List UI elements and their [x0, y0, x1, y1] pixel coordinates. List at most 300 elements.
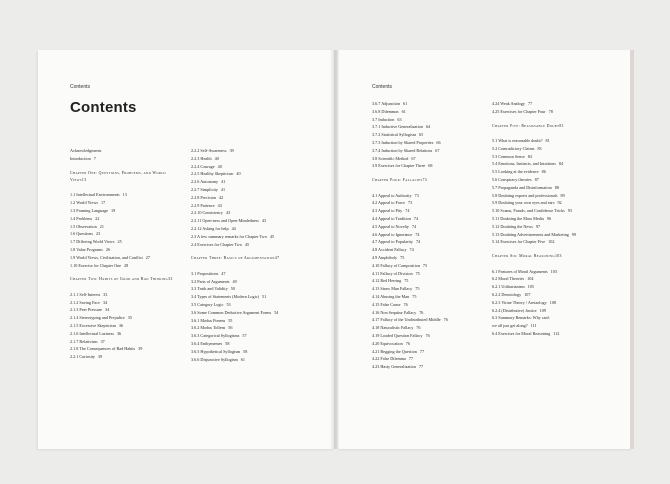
toc-entry-title: 4.12 Red Herring [372, 278, 402, 284]
toc-chapter-heading [492, 123, 622, 130]
toc-entry [372, 316, 490, 324]
toc-entry [492, 108, 622, 116]
toc-entry-title: 1.5 Observation [70, 223, 97, 229]
page-edge [630, 50, 634, 449]
toc-entry-title: 6.2.1 Utilitarianism [492, 284, 525, 290]
toc-entry [191, 324, 326, 332]
toc-entry-title: 3.5 Category Logic [191, 301, 224, 307]
toc-page-number: 74 [413, 215, 419, 221]
toc-page-number: 76 [403, 301, 408, 307]
toc-entry-title: 6.2.3 Virtue Theory / Aretaology [492, 299, 547, 305]
toc-entry [70, 299, 188, 307]
toc-entry-title: 3.6.4 Enthymemes [191, 340, 223, 346]
toc-page-number: 13 [122, 192, 127, 198]
toc-entry-title: 4.4 Appeal to Tradition [372, 215, 411, 221]
toc-page-number: 74 [411, 223, 417, 229]
toc-entry [372, 223, 490, 231]
toc-entry-title: 2.1.4 Stereotyping and Prejudice [70, 315, 125, 321]
toc-entry [492, 283, 622, 291]
toc-entry-title: Chapter Four: Fallacies [372, 178, 423, 183]
toc-entry [191, 163, 326, 171]
toc-entry [191, 225, 326, 233]
toc-page-number: 34 [103, 299, 108, 305]
toc-page-number: 75 [400, 254, 405, 260]
toc-entry [70, 353, 188, 361]
toc-entry-title: 3.6 Some Common Deductive Argument Forms [191, 309, 272, 315]
toc-entry-title: Introduction [70, 155, 91, 161]
toc-page-number: 34 [105, 307, 110, 313]
toc-page-number: 83 [537, 145, 542, 151]
toc-page-number: 50 [230, 286, 235, 292]
toc-entry-title: 3.6.8 Dilemmas [372, 108, 399, 114]
toc-entry [70, 147, 188, 155]
toc-entry [492, 268, 622, 276]
toc-entry-title: 5.10 Scams, Frauds, and Confidence Tricks [492, 208, 565, 214]
toc-entry-title: 2.1.1 Self-Interest [70, 291, 101, 297]
toc-page-number: 43 [226, 210, 231, 216]
toc-entry-title: 3.6.2 Modus Tollens [191, 325, 226, 331]
toc-entry [492, 231, 622, 239]
toc-page-number: 39 [138, 346, 143, 352]
toc-entry [191, 309, 326, 317]
toc-entry [372, 293, 490, 301]
toc-entry [492, 153, 622, 161]
toc-entry-title: 4.8 Accident Fallacy [372, 247, 407, 253]
toc-page-number: 47 [274, 256, 280, 261]
toc-spacer [492, 116, 622, 123]
toc-page-number: 23 [96, 231, 101, 237]
toc-entry-title: 3.9 Exercises for Chapter Three [372, 163, 426, 169]
toc-page-number: 40 [214, 155, 219, 161]
toc-entry [492, 199, 622, 207]
toc-entry-title: 1.9 World Views, Civilization, and Conflict [70, 254, 143, 260]
toc-entry [492, 137, 622, 145]
toc-entry [191, 348, 326, 356]
toc-entry [191, 278, 326, 286]
toc-entry [191, 270, 326, 278]
toc-entry [492, 238, 622, 246]
toc-entry-title: Chapter One: Questions, Problems, and World Views [70, 170, 166, 182]
toc-entry-title: 3.1 Propositions [191, 270, 219, 276]
toc-entry [492, 223, 622, 231]
toc-entry [70, 262, 188, 270]
toc-entry [492, 275, 622, 283]
toc-page-number: 76 [419, 309, 424, 315]
toc-page-number: 86 [541, 169, 546, 175]
toc-entry [492, 184, 622, 192]
toc-entry-title: 2.1.5 Excessive Skepticism [70, 322, 116, 328]
toc-page-number: 87 [534, 176, 539, 182]
toc-page-number: 65 [418, 132, 424, 138]
toc-page-number: 37 [100, 338, 105, 344]
toc-page-number: 77 [419, 348, 425, 354]
toc-entry-title: 5.3 Common Sense [492, 153, 525, 159]
toc-entry [70, 246, 188, 254]
toc-page-number: 35 [127, 315, 132, 321]
toc-page-number: 40 [217, 163, 222, 169]
toc-page-number: 61 [403, 101, 408, 106]
toc-entry-title: 4.23 Hasty Generalization [372, 364, 416, 370]
toc-entry [492, 299, 622, 307]
toc-page-number: 33 [103, 291, 108, 297]
toc-page-number: 33 [168, 277, 173, 282]
toc-entry [492, 207, 622, 215]
toc-entry [372, 108, 490, 116]
toc-entry-title: 2.2.9 Patience [191, 202, 215, 208]
toc-entry [70, 223, 188, 231]
toc-page-number: 77 [527, 101, 533, 106]
toc-entry-title: 4.18 Naturalistic Fallacy [372, 325, 414, 331]
toc-page-number: 88 [554, 184, 559, 190]
toc-page-number: 36 [118, 322, 124, 328]
toc-spacer [70, 284, 188, 291]
toc-entry [70, 191, 188, 199]
toc-entry-title: 1.6 Questions [70, 231, 94, 237]
toc-page-number: 75 [412, 293, 417, 299]
toc-entry-title: 5.5 Looking at the evidence [492, 169, 539, 175]
toc-page-number: 17 [101, 200, 106, 206]
toc-entry [70, 291, 188, 299]
toc-entry-title: 3.7.3 Induction by Shared Properties [372, 139, 434, 145]
toc-page-number: 93 [567, 208, 572, 214]
toc-entry [372, 332, 490, 340]
toc-page-number: 64 [425, 124, 431, 130]
toc-entry-title: 4.24 Weak Analogy [492, 101, 525, 106]
toc-entry-title: 4.19 Loaded Question Fallacy [372, 332, 423, 338]
toc-entry [372, 238, 490, 246]
toc-page-number: 76 [425, 332, 430, 338]
toc-page-number: 61 [240, 356, 245, 362]
toc-page-number: 74 [409, 247, 414, 253]
toc-page-number: 102 [548, 239, 555, 245]
toc-entry [492, 291, 622, 299]
toc-chapter-heading [372, 177, 490, 184]
toc-page-number: 77 [418, 364, 424, 370]
toc-entry [372, 215, 490, 223]
toc-entry [492, 330, 622, 338]
toc-entry-title: 3.6.6 Disjunctive Syllogism [191, 356, 238, 362]
toc-entry [70, 238, 188, 246]
toc-entry [70, 345, 188, 353]
toc-entry [191, 233, 326, 241]
toc-entry [372, 116, 490, 124]
toc-entry [191, 340, 326, 348]
toc-entry [70, 330, 188, 338]
toc-column-4 [492, 100, 622, 338]
toc-entry-title: 3.7.4 Induction by Shared Relations [372, 147, 433, 153]
toc-page-number: 53 [226, 301, 231, 307]
toc-page-number: 7 [93, 155, 96, 161]
toc-page-number: 68 [428, 163, 433, 169]
toc-entry [372, 355, 490, 363]
toc-entry-title: 4.1 Appeal to Authority [372, 192, 412, 198]
toc-page-number: 45 [269, 233, 275, 239]
toc-page-number: 108 [549, 299, 557, 305]
toc-spacer [492, 130, 622, 137]
toc-entry [372, 254, 490, 262]
toc-page-number: 75 [404, 278, 409, 284]
toc-page-number: 74 [405, 208, 410, 214]
toc-page-number: 74 [415, 239, 421, 245]
toc-entry-title: 2.2.3 Health [191, 155, 212, 161]
toc-entry [372, 131, 490, 139]
toc-entry [372, 301, 490, 309]
toc-entry-title: 1.2 World Views [70, 200, 98, 206]
page-title: Contents [70, 99, 137, 116]
toc-page-number: 81 [545, 138, 550, 143]
toc-entry-title: 3.6.5 Hypothetical Syllogism [191, 348, 241, 354]
toc-entry [492, 160, 622, 168]
toc-entry-title: 4.11 Fallacy of Division [372, 270, 413, 276]
toc-page-number: 112 [553, 330, 560, 336]
toc-entry [372, 324, 490, 332]
toc-entry-title: Acknowledgments [70, 148, 102, 153]
toc-entry-title: 6.2 Moral Theories [492, 276, 525, 282]
toc-page-number: 58 [243, 348, 248, 354]
toc-page-number: 56 [228, 325, 233, 331]
toc-page-number: 45 [244, 241, 250, 247]
toc-entry [372, 277, 490, 285]
toc-entry-title: 2.1.2 Saving Face [70, 299, 101, 305]
toc-entry-title: 1.10 Exercise for Chapter One [70, 262, 122, 268]
toc-page-number: 74 [415, 231, 420, 237]
toc-entry-title: 6.2.4 (Distributive) Justice [492, 307, 537, 313]
toc-page-number: 75 [422, 262, 428, 268]
toc-page-number: 99 [571, 231, 577, 237]
toc-entry [191, 285, 326, 293]
toc-page-number: 92 [557, 200, 562, 206]
toc-entry [492, 307, 622, 315]
toc-entry-title: 4.13 Straw Man Fallacy [372, 286, 413, 292]
toc-page-number: 76 [416, 325, 421, 331]
toc-page-number: 73 [408, 200, 413, 206]
toc-page-number: 67 [411, 155, 416, 161]
toc-page-number: 78 [548, 108, 553, 114]
toc-entry-title: 5.1 What is reasonable doubt? [492, 138, 543, 143]
toc-entry [372, 162, 490, 170]
toc-page-number: 41 [220, 186, 226, 192]
toc-entry-title: 2.2.7 Simplicity [191, 186, 218, 192]
toc-page-number: 63 [397, 116, 402, 122]
toc-entry-title: 4.9 Amphiboly [372, 254, 398, 260]
toc-entry [372, 309, 490, 317]
toc-page-number: 19 [111, 208, 116, 213]
toc-entry-title: 2.2.11 Open-ness and Open-Mindedness [191, 218, 259, 224]
toc-chapter-heading [70, 276, 180, 283]
toc-page-number: 58 [225, 340, 230, 346]
toc-spacer [70, 184, 188, 191]
toc-entry-title: 6.4 Exercises for Moral Reasoning [492, 330, 551, 336]
toc-entry-title: 2.2.1 Curiosity [70, 354, 96, 360]
toc-entry-title: 2.2.6 Autonomy [191, 179, 219, 185]
toc-spacer [191, 248, 326, 255]
toc-spacer [372, 170, 490, 177]
toc-entry-title: 1.3 Framing Language [70, 208, 109, 213]
toc-page-number: 43 [261, 218, 267, 224]
toc-page-number: 39 [229, 148, 234, 153]
toc-column-1 [70, 147, 188, 361]
toc-entry [492, 322, 622, 330]
toc-page-number: 76 [405, 340, 410, 346]
toc-entry-title: 6.3 Summary Remarks: Why can't [492, 315, 550, 321]
toc-page-number: 77 [408, 356, 414, 362]
toc-page-number: 61 [401, 108, 406, 114]
toc-entry-title: 2.2.10 Consistency [191, 210, 223, 216]
toc-entry-title: 4.10 Fallacy of Composition [372, 262, 420, 268]
toc-entry-title: 4.5 Appeal to Novelty [372, 223, 409, 229]
toc-entry-title: Chapter Five: Reasonable Doubt [492, 123, 560, 128]
toc-entry [191, 202, 326, 210]
toc-entry-title: 4.2 Appeal to Force [372, 200, 406, 206]
left-running-head: Contents [70, 84, 91, 90]
toc-page-number: 105 [527, 284, 534, 290]
toc-entry-title: 3.7.2 Statistical Syllogism [372, 132, 416, 138]
toc-entry-title: 3.7.1 Inductive Generalization [372, 124, 423, 130]
toc-page-number: 96 [546, 215, 552, 221]
toc-entry [372, 262, 490, 270]
toc-page-number: 39 [98, 354, 103, 360]
book-gutter [330, 50, 340, 449]
toc-page-number: 103 [550, 268, 557, 274]
toc-entry-title: 5.4 Emotions, Instincts, and Intuitions [492, 161, 556, 167]
toc-entry-title: 4.20 Equivocation [372, 340, 403, 346]
toc-entry [191, 194, 326, 202]
toc-page-number: 89 [560, 192, 565, 198]
toc-entry-title: 4.16 Non Sequitur Fallacy [372, 309, 417, 315]
toc-chapter-heading [492, 253, 622, 260]
toc-page-number: 111 [530, 323, 537, 329]
toc-entry-title: 4.21 Begging the Question [372, 348, 417, 354]
toc-entry [70, 306, 188, 314]
toc-entry-title: 5.11 Doubting the Mass Media [492, 215, 544, 221]
toc-page-number: 21 [99, 223, 104, 229]
toc-entry [372, 155, 490, 163]
toc-entry-title: 1.1 Intellectual Environments [70, 192, 120, 198]
toc-chapter-heading [70, 170, 180, 185]
toc-page-number: 47 [221, 270, 226, 276]
toc-spacer [70, 163, 188, 170]
toc-page-number: 36 [116, 330, 122, 336]
toc-page-number: 75 [415, 286, 420, 292]
toc-entry [70, 199, 188, 207]
toc-page-number: 54 [274, 309, 279, 315]
toc-entry-title: we all just get along? [492, 323, 528, 329]
toc-entry [372, 199, 490, 207]
toc-entry-title: 2.2.8 Precision [191, 194, 217, 200]
toc-page-number: 84 [527, 153, 532, 159]
toc-entry-title: 2.2.5 Healthy Skepticism [191, 171, 234, 177]
toc-entry [372, 100, 490, 108]
toc-entry [372, 147, 490, 155]
toc-page-number: 43 [217, 202, 222, 208]
toc-page-number: 84 [558, 161, 564, 167]
toc-page-number: 25 [117, 239, 122, 245]
toc-entry [372, 139, 490, 147]
toc-entry-title: 5.13 Doubting Advertisements and Marketing [492, 231, 569, 237]
toc-entry [70, 155, 188, 163]
toc-entry-title: 2.1.7 Relativism [70, 338, 98, 344]
toc-entry-title: 3.6.1 Modus Ponens [191, 317, 226, 323]
toc-entry-title: 2.2.4 Courage [191, 163, 215, 169]
toc-entry-title: 5.6 Conspiracy theories [492, 176, 532, 182]
toc-entry [70, 230, 188, 238]
toc-entry [372, 207, 490, 215]
toc-spacer [70, 269, 188, 276]
toc-chapter-heading [191, 255, 301, 262]
toc-entry [191, 155, 326, 163]
toc-entry-title: 2.3 A few summary remarks for Chapter Two [191, 233, 267, 239]
toc-page-number: 67 [435, 147, 440, 153]
toc-spacer [191, 263, 326, 270]
toc-entry-title: 5.8 Doubting experts and professionals [492, 192, 558, 198]
toc-entry-title: 2.4 Exercises for Chapter Two [191, 241, 242, 247]
toc-page-number: 66 [436, 139, 441, 145]
toc-page-number: 26 [105, 246, 111, 252]
toc-page-number: 51 [262, 294, 267, 300]
toc-entry [191, 147, 326, 155]
toc-entry [70, 254, 188, 262]
toc-entry-title: 2.2.2 Self-Awareness [191, 148, 227, 153]
toc-page-number: 49 [232, 278, 237, 284]
toc-entry [372, 123, 490, 131]
toc-entry-title: 3.2 Parts of Arguments [191, 278, 230, 284]
toc-entry [191, 209, 326, 217]
toc-entry-title: 6.2.2 Deontology [492, 291, 522, 297]
toc-entry-title: 4.3 Appeal to Pity [372, 208, 403, 214]
toc-entry [492, 168, 622, 176]
toc-page-number: 40 [236, 171, 241, 177]
toc-entry [372, 246, 490, 254]
toc-page-number: 73 [414, 192, 419, 198]
toc-column-3 [372, 100, 490, 371]
toc-entry [191, 241, 326, 249]
toc-entry-title: 4.17 Fallacy of the Undistributed Middle [372, 317, 441, 323]
toc-page-number: 81 [559, 123, 564, 128]
toc-page-number: 75 [415, 270, 420, 276]
toc-page-number: 13 [81, 178, 87, 182]
toc-entry-title: 4.25 Exercises for Chapter Four [492, 108, 546, 114]
toc-page-number: 42 [219, 194, 224, 200]
toc-page-number: 22 [95, 215, 100, 221]
toc-entry-title: Chapter Two: Habits of Good and Bad Thinking [70, 277, 169, 282]
toc-entry-title: 3.7 Induction [372, 116, 395, 122]
toc-entry [492, 176, 622, 184]
toc-entry-title: 2.2.12 Asking for help [191, 225, 229, 231]
toc-entry-title: 6.1 Features of Moral Arguments [492, 268, 548, 274]
toc-spacer [492, 261, 622, 268]
toc-spacer [372, 185, 490, 192]
toc-entry-title: 2.1.8 The Consequences of Bad Habits [70, 346, 136, 352]
toc-entry [372, 231, 490, 239]
toc-page-number: 27 [145, 254, 150, 260]
toc-page-number: 73 [422, 178, 428, 183]
toc-entry-title: 4.15 False Cause [372, 301, 401, 307]
toc-entry-title: 3.6.3 Categorical Syllogisms [191, 333, 240, 339]
toc-entry-title: 3.3 Truth and Validity [191, 286, 228, 292]
toc-entry [191, 301, 326, 309]
toc-entry-title: 2.1.6 Intellectual Laziness [70, 330, 114, 336]
toc-spacer [492, 246, 622, 253]
toc-entry [191, 332, 326, 340]
toc-entry-title: 5.14 Exercises for Chapter Five [492, 239, 546, 245]
toc-entry [372, 348, 490, 356]
toc-entry [191, 170, 326, 178]
toc-entry [70, 207, 188, 215]
toc-entry [70, 215, 188, 223]
toc-entry [492, 145, 622, 153]
toc-entry-title: 4.22 False Dilemma [372, 356, 406, 362]
toc-page-number: 97 [535, 223, 541, 229]
